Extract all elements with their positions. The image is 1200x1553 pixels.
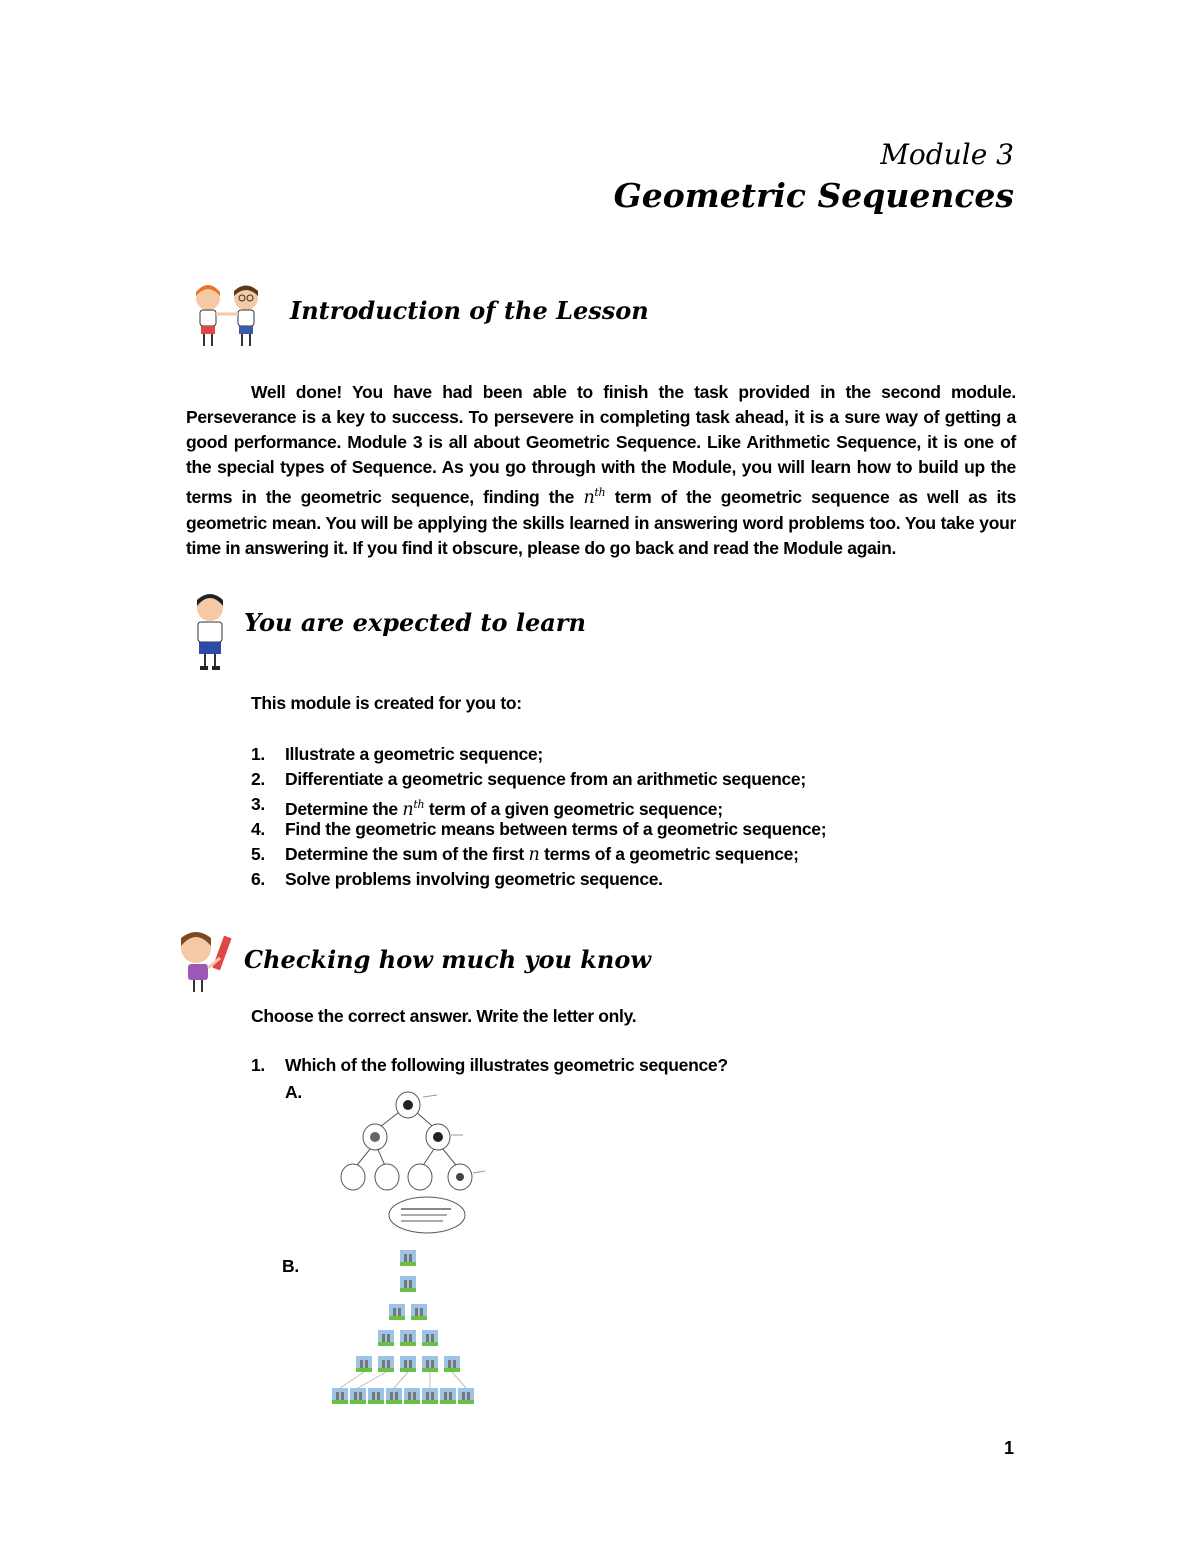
intro-text-part2: term of the geometric sequence as well as its geometric mean. You will be applying the skills learned in answering word problems too. You take your time in answering it. If you find it obscure, please do go back and read the Module again. (186, 486, 1017, 558)
intro-title: Introduction of the Lesson (290, 296, 649, 325)
module-number: Module 3 (880, 138, 1014, 171)
n-symbol: n (583, 487, 595, 508)
question-text: Which of the following illustrates geometric sequence? (285, 1055, 728, 1075)
student-boy-icon (186, 592, 234, 672)
checking-title: Checking how much you know (244, 945, 652, 974)
list-item: 6. Solve problems involving geometric sequence. (251, 869, 663, 889)
expected-title: You are expected to learn (244, 608, 586, 637)
list-item: 1. Illustrate a geometric sequence; (251, 744, 543, 764)
th-superscript: th (594, 486, 606, 499)
objectives-list (251, 742, 951, 892)
intro-paragraph (186, 380, 1016, 561)
question-number: 1. (251, 1055, 265, 1075)
checking-instruction: Choose the correct answer. Write the letter only. (251, 1006, 637, 1026)
option-b-label: B. (282, 1256, 299, 1276)
kid-with-pencil-icon (170, 928, 240, 996)
module-title: Geometric Sequences (613, 176, 1014, 215)
list-item: 5. Determine the sum of the first n terms of a geometric sequence; (251, 844, 799, 865)
intro-text-part1: Well done! You have had been able to finish the task provided in the second module. Perseverance is a key to success. To persevere in completing task ahead, it is a sure way of getting a good performance. Module 3 is all about Geometric Sequence. Like Arithmetic Sequence, it is one of the special types of Sequence. As you go through with the Module, you will learn how to build up the terms in the geometric sequence, finding the (186, 382, 1016, 507)
list-item: 4. Find the geometric means between terms of a geometric sequence; (251, 819, 827, 839)
page-number: 1 (1003, 1438, 1014, 1458)
option-a-label: A. (285, 1082, 302, 1102)
kids-waving-icon (186, 282, 270, 352)
expected-lead: This module is created for you to: (251, 693, 522, 713)
list-item: 3. Determine the $n^{th}$ term of a given geometric sequence; (251, 794, 723, 820)
option-a-tree-diagram (335, 1085, 500, 1237)
list-item: 2. Differentiate a geometric sequence from an arithmetic sequence; (251, 769, 806, 789)
option-b-tile-pyramid (328, 1248, 480, 1408)
